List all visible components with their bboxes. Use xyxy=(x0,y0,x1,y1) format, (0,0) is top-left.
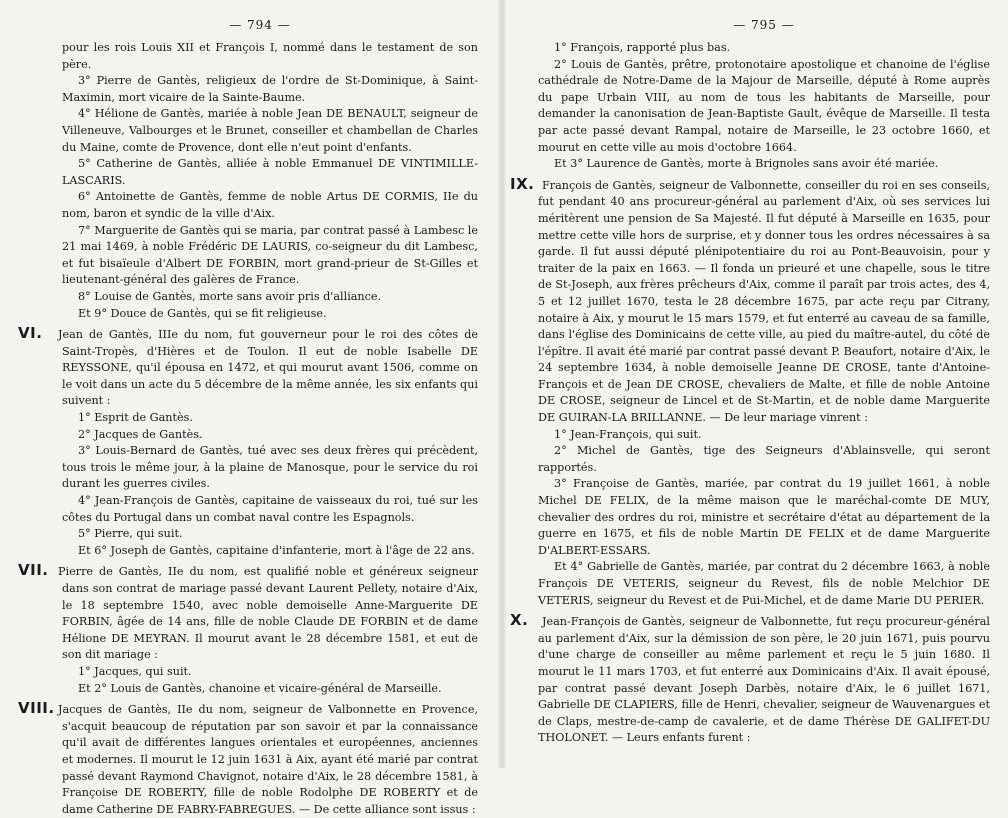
paragraph xyxy=(62,73,478,106)
paragraph-text: Pierre de Gantès, IIe du nom, est qualifié noble et généreux seigneur dans son contrat de mariage passé devant Laurent Pellety, notaire d'Aix, le 18 septembre 1540, avec noble demoiselle Anne-Marguerite DE FORBIN, âgée de 14 ans, fille de noble Claude DE FORBIN et de dame Hélione DE MEYRAN. Il mourut avant le 28 décembre 1581, et eut de son dit mariage : xyxy=(58,565,478,662)
paragraph-text: Et 6° Joseph de Gantès, capitaine d'infanterie, mort à l'âge de 22 ans. xyxy=(78,543,475,557)
paragraph-text: 4° Jean-François de Gantès, capitaine de vaisseaux du roi, tué sur les côtes du Portugal dans un combat naval contre les Espagnols. xyxy=(62,494,478,524)
paragraph xyxy=(538,443,990,476)
generation-entry xyxy=(18,561,478,664)
paragraph xyxy=(62,664,478,681)
paragraph-text: 3° Louis-Bernard de Gantès, tué avec ses deux frères qui précèdent, tous trois le même jour, à la plaine de Manosque, pour le service du roi durant les guerres civiles. xyxy=(62,444,478,491)
paragraph xyxy=(62,289,478,306)
paragraph xyxy=(62,526,478,543)
paragraph-text: Et 4° Gabrielle de Gantès, mariée, par contrat du 2 décembre 1663, à noble François DE VETERIS, seigneur du Revest, fils de noble Melchior DE VETERIS, seigneur du Revest et de Pui-Michel, et de dame Marie DU PERIER. xyxy=(538,560,990,607)
right-page-body xyxy=(510,40,990,747)
paragraph-text: 3° Pierre de Gantès, religieux de l'ordre de St-Dominique, à Saint-Maximin, mort vicaire de la Sainte-Baume. xyxy=(62,74,478,104)
paragraph xyxy=(538,40,990,57)
paragraph-text: 1° Jacques, qui suit. xyxy=(78,664,192,678)
paragraph xyxy=(62,189,478,222)
paragraph xyxy=(62,493,478,526)
paragraph-text: 8° Louise de Gantès, morte sans avoir pris d'alliance. xyxy=(78,289,382,303)
paragraph-text: 1° Jean-François, qui suit. xyxy=(554,427,702,441)
paragraph-text: 3° Françoise de Gantès, mariée, par contrat du 19 juillet 1661, à noble Michel DE FELIX, de la même maison que le maréchal-comte DE MUY, chevalier des ordres du roi, ministre et secrétaire d'état au département de la guerre en 1675, et fils de noble Martin DE FELIX et de dame Marguerite D'ALBERT-ESSARS. xyxy=(538,477,990,557)
right-page-number: — 795 — xyxy=(733,18,795,32)
paragraph-text: Et 9° Douce de Gantès, qui se fit religieuse. xyxy=(78,306,327,320)
paragraph xyxy=(538,427,990,444)
paragraph-text: pour les rois Louis XII et François I, nommé dans le testament de son père. xyxy=(62,41,478,71)
paragraph xyxy=(538,559,990,609)
paragraph-text: Jacques de Gantès, IIe du nom, seigneur de Valbonnette en Provence, s'acquit beaucoup de réputation par son savoir et par la connaissance qu'il avait de différentes langues orientales et européennes, anciennes et modernes. Il mourut le 12 juin 1631 à Aix, ayant été marié par contrat passé devant Raymond Chavignot, notaire d'Aix, le 28 décembre 1581, à Françoise DE ROBERTY, fille de noble Rodolphe DE ROBERTY et de dame Catherine DE FABRY-FABREGUES. — De cette alliance sont issus : xyxy=(58,703,478,816)
paragraph xyxy=(62,543,478,560)
generation-numeral: VIII. xyxy=(18,699,55,718)
generation-numeral: VII. xyxy=(18,561,49,580)
paragraph-text: François de Gantès, seigneur de Valbonnette, conseiller du roi en ses conseils, fut pendant 40 ans procureur-général au parlement d'Aix, où ses services lui méritèrent une pension de Sa Majesté. Il fut député à Marseille en 1635, pour mettre cette ville hors de surprise, et y donner tous les ordres nécessaires à sa garde. Il fut aussi député plénipotentiaire du roi au Pont-Beauvoisin, pour y traiter de la paix en 1663. — Il fonda un prieuré et une chapelle, sous le titre de St-Joseph, aux frères prêcheurs d'Aix, comme il paraît par trois actes, des 4, 5 et 12 juillet 1670, testa le 28 décembre 1675, par acte reçu par Citrany, notaire à Aix, y mourut le 15 mars 1579, et fut enterré au caveau de sa famille, dans l'église des Dominicains de cette ville, au pied du maître-autel, du côté de l'épître. Il avait été marié par contrat passé devant P. Beaufort, notaire d'Aix, le 24 septembre 1634, à noble demoiselle Jeanne DE CROSE, tante d'Antoine-François et de Jean DE CROSE, chevaliers de Malte, et fille de noble Antoine DE CROSE, seigneur de Lincel et de St-Martin, et de noble dame Marguerite DE GUIRAN-LA BRILLANNE. — De leur mariage vinrent : xyxy=(538,178,990,425)
paragraph xyxy=(538,156,990,173)
paragraph-text: 1° François, rapporté plus bas. xyxy=(554,41,731,54)
paragraph xyxy=(62,223,478,289)
generation-entry xyxy=(510,174,990,427)
paragraph-text: 1° Esprit de Gantès. xyxy=(78,411,193,425)
paragraph xyxy=(538,476,990,559)
paragraph xyxy=(538,57,990,157)
paragraph xyxy=(62,681,478,698)
paragraph-text: 4° Hélione de Gantès, mariée à noble Jean DE BENAULT, seigneur de Villeneuve, Valbourges et le Brunet, conseiller et chambellan de Charles du Maine, comte de Provence, dont elle n'eut point d'enfants. xyxy=(62,107,478,154)
left-page-body xyxy=(18,40,478,818)
paragraph-text: Et 3° Laurence de Gantès, morte à Brignoles sans avoir été mariée. xyxy=(554,157,939,171)
paragraph xyxy=(62,40,478,73)
paragraph-text: Et 2° Louis de Gantès, chanoine et vicaire-général de Marseille. xyxy=(78,681,442,695)
paragraph xyxy=(62,106,478,156)
paragraph xyxy=(62,443,478,493)
paragraph-text: 2° Michel de Gantès, tige des Seigneurs d'Ablainsvelle, qui seront rapportés. xyxy=(538,444,990,474)
generation-numeral: X. xyxy=(510,611,529,630)
paragraph xyxy=(62,410,478,427)
paragraph-text: 2° Jacques de Gantès. xyxy=(78,427,203,441)
generation-entry xyxy=(18,324,478,410)
paragraph-text: Jean de Gantès, IIIe du nom, fut gouverneur pour le roi des côtes de Saint-Tropès, d'Hières et de Toulon. Il eut de noble Isabelle DE REYSSONE, qu'il épousa en 1472, et qui mourut avant 1506, comme on le voit dans un acte du 5 décembre de la même année, les six enfants qui suivent : xyxy=(58,328,478,408)
left-page xyxy=(0,0,500,816)
paragraph xyxy=(62,156,478,189)
generation-entry xyxy=(510,611,990,747)
paragraph xyxy=(62,427,478,444)
generation-entry xyxy=(18,699,478,818)
right-page xyxy=(504,0,1008,768)
generation-numeral: IX. xyxy=(510,174,535,193)
paragraph-text: 6° Antoinette de Gantès, femme de noble Artus DE CORMIS, IIe du nom, baron et syndic de la ville d'Aix. xyxy=(62,190,478,220)
paragraph-text: Jean-François de Gantès, seigneur de Valbonnette, fut reçu procureur-général au parlement d'Aix, sur la démission de son père, le 20 juin 1671, puis pourvu d'une charge de conseiller au même parlement et reçu le 5 juin 1680. Il mourut le 11 mars 1703, et fut enterré aux Dominicains d'Aix. Il avait épousé, par contrat passé devant Joseph Darbès, notaire d'Aix, le 6 juillet 1671, Gabrielle DE CLAPIERS, fille de Henri, chevalier, seigneur de Wauvenargues et de Claps, mestre-de-camp de cavalerie, et de dame Thérèse DE GALIFET-DU THOLONET. — Leurs enfants furent : xyxy=(538,615,990,745)
paragraph-text: 7° Marguerite de Gantès qui se maria, par contrat passé à Lambesc le 21 mai 1469, à noble Frédéric DE LAURIS, co-seigneur du dit Lambesc, et fut bisaïeule d'Albert DE FORBIN, mort grand-prieur de St-Gilles et lieutenant-général des galères de France. xyxy=(62,223,478,287)
generation-numeral: VI. xyxy=(18,324,43,343)
paragraph-text: 5° Catherine de Gantès, alliée à noble Emmanuel DE VINTIMILLE-LASCARIS. xyxy=(62,157,478,187)
left-page-number: — 794 — xyxy=(229,18,291,32)
paragraph xyxy=(62,306,478,323)
paragraph-text: 2° Louis de Gantès, prêtre, protonotaire apostolique et chanoine de l'église cathédrale de Notre-Dame de la Majour de Marseille, député à Rome auprès du pape Urbain VIII, au nom de tous les habitants de Marseille, pour demander la canonisation de Jean-Baptiste Gault, évêque de Marseille. Il testa par acte passé devant Rampal, notaire de Marseille, le 23 octobre 1660, et mourut en cette ville au mois d'octobre 1664. xyxy=(538,57,990,154)
paragraph-text: 5° Pierre, qui suit. xyxy=(78,527,183,541)
